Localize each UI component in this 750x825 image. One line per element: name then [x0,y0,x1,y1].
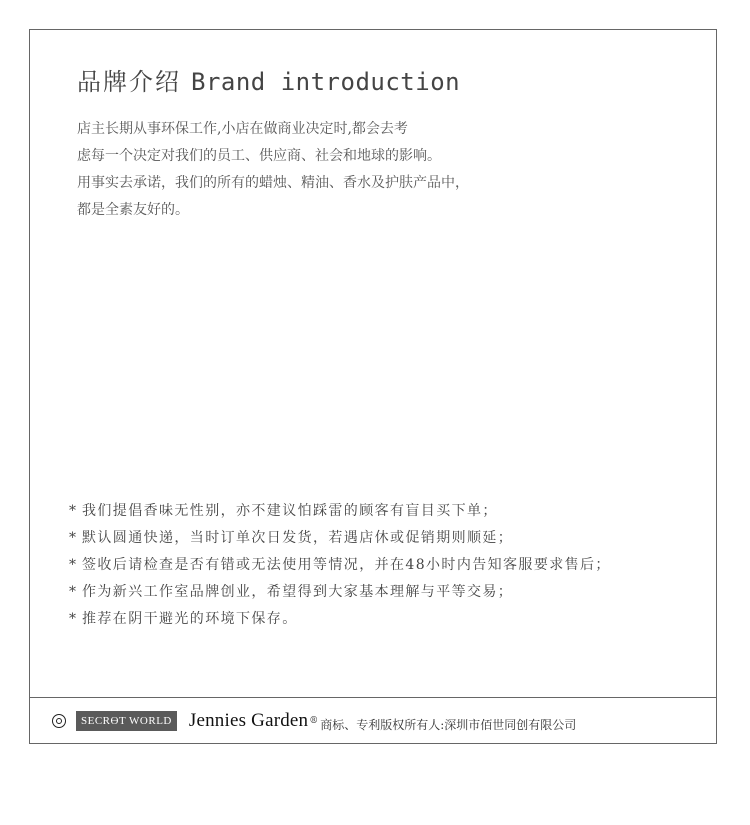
notice-text: 推荐在阴干避光的环境下保存。 [82,611,298,627]
notice-item [69,552,709,579]
brand-intro-text [77,116,687,224]
bullet-star: * [69,530,76,546]
bullet-star: * [69,584,76,600]
footer-bar [52,706,576,736]
notice-list [69,498,709,633]
copyright-text: 商标、专利版权所有人:深圳市佰世同创有限公司 [320,717,577,732]
intro-line: 用事实去承诺，我们的所有的蜡烛、精油、香水及护肤产品中， [77,175,469,191]
bullet-star: * [69,557,76,573]
notice-text: 作为新兴工作室品牌创业，希望得到大家基本理解与平等交易； [82,584,514,600]
bullet-star: * [69,503,76,519]
content-frame [29,29,717,744]
intro-line: 都是全素友好的。 [77,202,189,218]
intro-line: 店主长期从事环保工作,小店在做商业决定时,都会去考 [77,121,408,137]
title-english: Brand introduction [191,68,461,96]
footer-divider [30,697,716,698]
notice-item [69,606,709,633]
notice-item [69,525,709,552]
bullet-star: * [69,611,76,627]
registered-mark: ® [309,716,319,726]
secret-world-logo: SECRƟT WORLD [76,711,177,731]
notice-text: 签收后请检查是否有错或无法使用等情况，并在48小时内告知客服要求售后； [82,557,611,573]
notice-item [69,498,709,525]
brand-name: Jennies Garden [188,710,309,731]
intro-line: 虑每一个决定对我们的员工、供应商、社会和地球的影响。 [77,148,441,164]
title-chinese: 品牌介绍 [77,68,181,96]
notice-text: 默认圆通快递，当时订单次日发货，若遇店休或促销期则顺延； [82,530,514,546]
notice-item [69,579,709,606]
page-title [77,62,460,97]
circle-logo-icon [52,714,66,728]
notice-text: 我们提倡香味无性别，亦不建议怕踩雷的顾客有盲目买下单； [82,503,498,519]
